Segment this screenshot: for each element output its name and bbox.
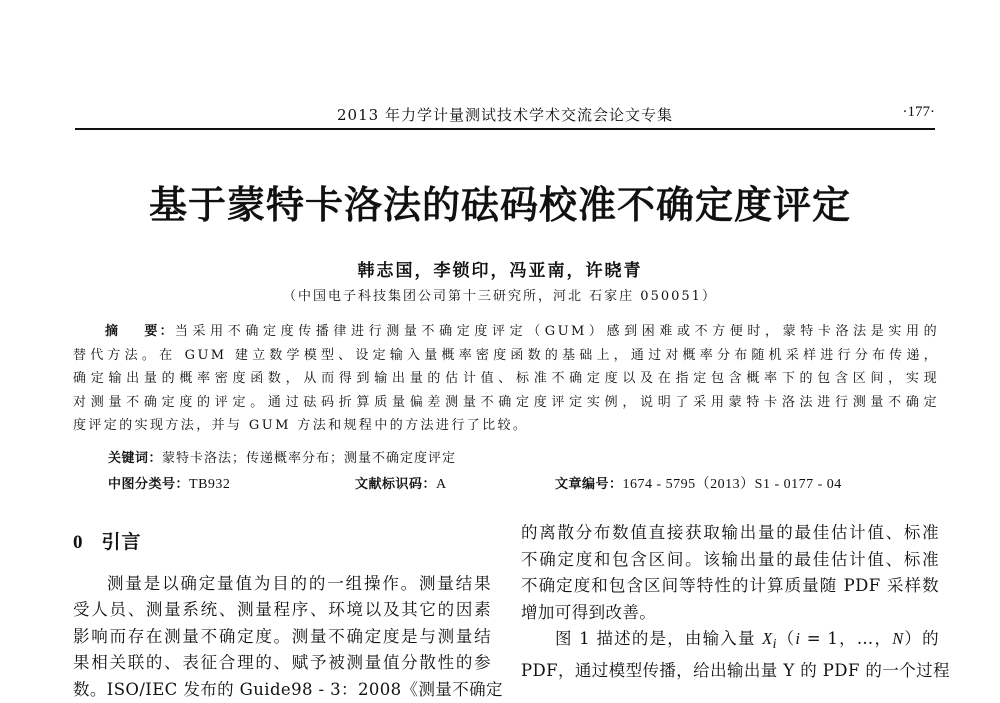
clc-number <box>108 473 230 493</box>
abstract-text: 当采用不确定度传播律进行测量不确定度评定（GUM）感到困难或不方便时，蒙特卡洛法是实用的 <box>175 324 939 339</box>
abstract-line: 度评定的实现方法，并与 GUM 方法和规程中的方法进行了比较。 <box>73 414 939 438</box>
clc-value: TB932 <box>189 477 230 492</box>
abstract <box>73 320 939 438</box>
text-run: ）的 <box>904 629 939 648</box>
running-header <box>75 104 935 130</box>
body-line: PDF，通过模型传播，给出输出量 Y 的 PDF 的一个过程 <box>521 658 939 685</box>
article-id <box>555 473 842 493</box>
body-line: 的离散分布数值直接获取输出量的最佳估计值、标准 <box>521 520 939 547</box>
article-id-label: 文章编号： <box>555 477 623 492</box>
doc-code-value: A <box>436 477 447 492</box>
doc-code-label: 文献标识码： <box>355 477 436 492</box>
clc-label: 中图分类号： <box>108 477 189 492</box>
section-number: 0 <box>73 532 84 553</box>
abstract-line: 确定输出量的概率密度函数，从而得到输出量的估计值、标准不确定度以及在指定包含概率下的包含区间，实现 <box>73 367 939 391</box>
keywords-value: 蒙特卡洛法；传递概率分布；测量不确定度评定 <box>162 451 456 466</box>
article-id-value: 1674 - 5795（2013）S1 - 0177 - 04 <box>623 477 842 492</box>
variable-i: i <box>795 629 800 648</box>
body-line: 影响而存在测量不确定度。测量不确定度是与测量结 <box>73 624 491 651</box>
affiliation: （中国电子科技集团公司第十三研究所，河北 石家庄 050051） <box>0 285 1000 304</box>
body-line: 受人员、测量系统、测量程序、环境以及其它的因素 <box>73 597 491 624</box>
paper-title: 基于蒙特卡洛法的砝码校准不确定度评定 <box>0 174 1000 229</box>
body-line: 果相关联的、表征合理的、赋予被测量值分散性的参 <box>73 650 491 677</box>
section-heading <box>73 529 491 557</box>
body-line: 测量是以确定量值为目的的一组操作。测量结果 <box>73 571 491 598</box>
section-title: 引言 <box>102 531 142 553</box>
abstract-line <box>73 320 939 344</box>
right-column <box>521 520 939 684</box>
variable-n: N <box>892 629 903 648</box>
abstract-label-a: 摘 <box>105 324 120 339</box>
body-line: 数。ISO/IEC 发布的 Guide98 - 3：2008《测量不确定 <box>73 677 491 703</box>
body-line: 增加可得到改善。 <box>521 600 939 627</box>
left-column <box>73 520 491 703</box>
abstract-line: 对测量不确定度的评定。通过砝码折算质量偏差测量不确定度评定实例，说明了采用蒙特卡洛法进行测量不确定 <box>73 391 939 415</box>
body-line <box>521 626 939 658</box>
abstract-line: 替代方法。在 GUM 建立数学模型、设定输入量概率密度函数的基础上，通过对概率分布随机采样进行分布传递， <box>73 344 939 368</box>
text-run: （ <box>777 629 795 648</box>
text-run: = 1，…， <box>800 629 892 648</box>
journal-title: 2013 年力学计量测试技术学术交流会论文专集 <box>75 104 935 125</box>
subscript-i: i <box>773 636 777 651</box>
abstract-label <box>105 324 175 339</box>
abstract-label-b: 要： <box>142 324 175 339</box>
variable-x: X <box>762 629 772 648</box>
text-run: 图 1 描述的是，由输入量 <box>555 629 762 648</box>
body-line: 不确定度和包含区间。该输出量的最佳估计值、标准 <box>521 547 939 574</box>
keywords-label: 关键词： <box>108 451 162 466</box>
page-number: ·177· <box>903 104 936 121</box>
document-code <box>355 473 447 493</box>
keywords <box>108 447 456 466</box>
body-line: 不确定度和包含区间等特性的计算质量随 PDF 采样数 <box>521 573 939 600</box>
authors: 韩志国，李锁印，冯亚南，许晓青 <box>0 256 1000 281</box>
